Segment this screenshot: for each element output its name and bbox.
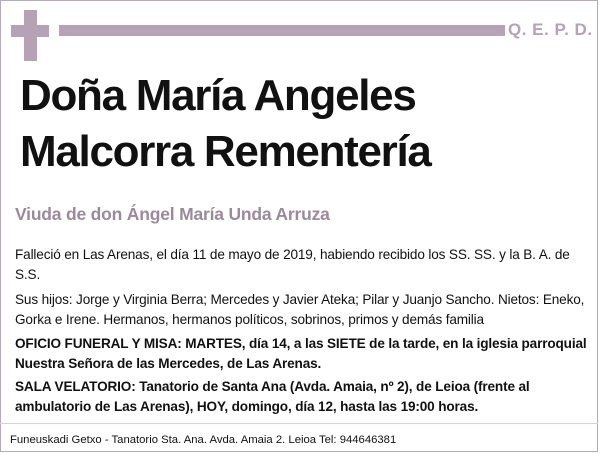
funeral-text: OFICIO FUNERAL Y MISA: MARTES, día 14, a las SIETE de la tarde, en la iglesia parroquial Nuestra Señora de las Mercedes, de Las Arenas. [15, 336, 587, 371]
deceased-name-line2: Malcorra Rementería [20, 127, 431, 176]
wake-text: SALA VELATORIO: Tanatorio de Santa Ana (Avda. Amaia, nº 2), de Leioa (frente al ambulatorio de Las Arenas), HOY, domingo, día 12, hasta las 19:00 horas. [15, 379, 530, 414]
deceased-name [20, 68, 590, 180]
deceased-name-line1: Doña María Angeles [20, 71, 416, 120]
widow-subtitle: Viuda de don Ángel María Unda Arruza [15, 204, 330, 224]
footer-contact: Funeuskadi Getxo - Tanatorio Sta. Ana. Avda. Amaia 2. Leioa Tel: 944646381 [10, 434, 397, 446]
qepd-label: Q. E. P. D. [508, 20, 593, 39]
death-notice-text: Falleció en Las Arenas, el día 11 de mayo de 2019, habiendo recibido los SS. SS. y la B. A. de S.S. [15, 247, 570, 282]
footer-divider [0, 423, 598, 424]
family-text: Sus hijos: Jorge y Virginia Berra; Mercedes y Javier Ateka; Pilar y Juanjo Sancho. Nietos: Eneko, Gorka e Irene. Hermanos, hermanos políticos, sobrinos, primos y demás familia [15, 292, 585, 327]
cross-icon [11, 10, 49, 61]
header-rule [59, 25, 505, 36]
